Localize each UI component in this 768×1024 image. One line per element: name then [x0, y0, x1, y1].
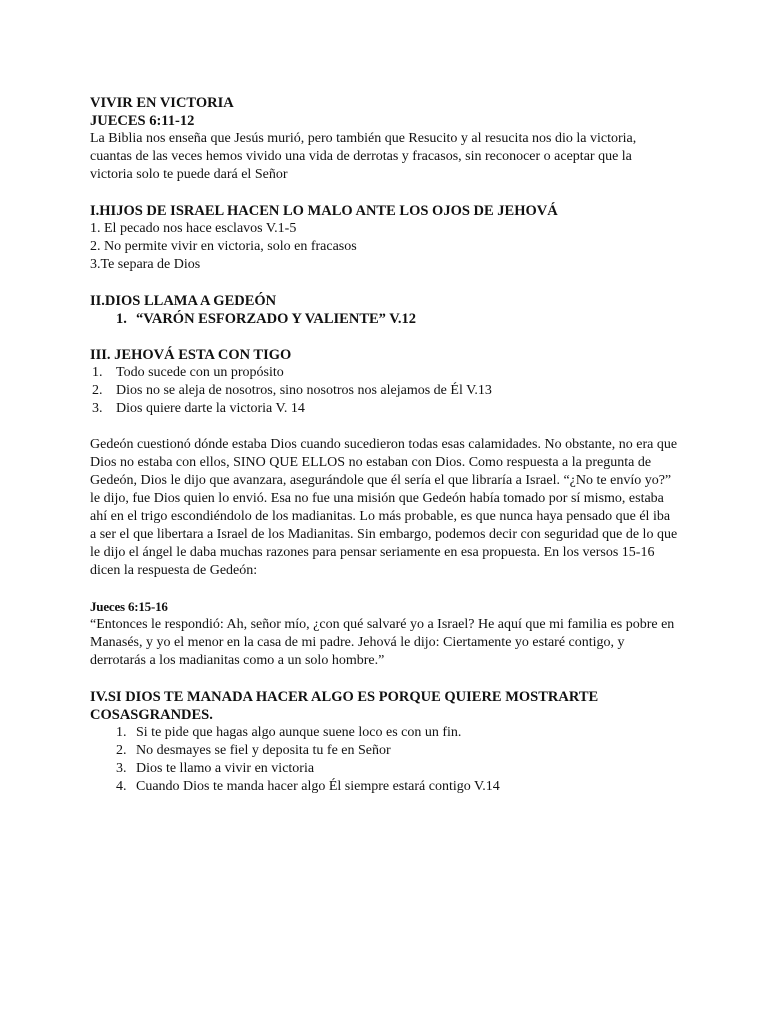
body-paragraph: Gedeón cuestionó dónde estaba Dios cuando sucedieron todas esas calamidades. No obstante, no era que Dios no estaba con ellos, SINO QUE ELLOS no estaban con Dios. Como respuesta a la pregunta de Gedeón, Dios le dijo que avanzara, asegurándole que él sería el que libraría a Israel. “¿No te envío yo?” le dijo, fue Dios quien lo envió. Esa no fue una misión que Gedeón había tomado por sí mismo, estaba ahí en el trigo escondiéndolo de los madianitas. Lo más probable, es que nunca haya pensado que él iba a ser el que libertara a Israel de los Madianitas. Sin embargo, podemos decir con seguridad que de lo que le dijo el ángel le daba muchas razones para pensar seriamente en esa propuesta. En los versos 15-16 dicen la respuesta de Gedeón:	[90, 437, 678, 578]
list-number: 2.	[116, 743, 127, 758]
list-text: No desmayes se fiel y deposita tu fe en Señor	[136, 743, 391, 758]
list-text: “VARÓN ESFORZADO Y VALIENTE” V.12	[136, 311, 417, 327]
document-title: VIVIR EN VICTORIA	[90, 95, 234, 111]
section-1-heading: I.HIJOS DE ISRAEL HACEN LO MALO ANTE LOS OJOS DE JEHOVÁ	[90, 203, 558, 219]
section-4-list	[90, 724, 690, 796]
spacer	[90, 418, 690, 436]
section-2-heading: II.DIOS LLAMA A GEDEÓN	[90, 293, 277, 309]
spacer	[90, 328, 690, 346]
list-item	[90, 382, 690, 400]
list-number: 4.	[116, 779, 127, 794]
list-number: 3.	[116, 761, 127, 776]
section-1-line: 2. No permite vivir en victoria, solo en fracasos	[90, 239, 357, 254]
list-number: 1.	[92, 365, 103, 380]
section-4-heading: IV.SI DIOS TE MANADA HACER ALGO ES PORQUE QUIERE MOSTRARTE COSASGRANDES.	[90, 689, 599, 723]
scripture-reference: JUECES 6:11-12	[90, 113, 195, 129]
list-number: 1.	[116, 311, 127, 327]
list-text: Todo sucede con un propósito	[116, 365, 284, 380]
list-number: 1.	[116, 725, 127, 740]
list-item	[90, 742, 690, 760]
list-text: Dios no se aleja de nosotros, sino nosotros nos alejamos de Él V.13	[116, 383, 492, 398]
list-item	[90, 310, 690, 328]
section-1-line: 1. El pecado nos hace esclavos V.1-5	[90, 221, 297, 236]
list-text: Dios quiere darte la victoria V. 14	[116, 401, 305, 416]
spacer	[90, 670, 690, 688]
spacer	[90, 184, 690, 202]
list-item	[90, 778, 690, 796]
list-text: Dios te llamo a vivir en victoria	[136, 761, 315, 776]
list-text: Si te pide que hagas algo aunque suene loco es con un fin.	[136, 725, 462, 740]
section-2-list	[90, 310, 690, 328]
section-3-list	[90, 364, 690, 418]
list-item	[90, 760, 690, 778]
quote-paragraph: “Entonces le respondió: Ah, señor mío, ¿con qué salvaré yo a Israel? He aquí que mi familia es pobre en Manasés, y yo el menor en la casa de mi padre. Jehová le dijo: Ciertamente yo estaré contigo, y derrotarás a los madianitas como a un solo hombre.”	[90, 617, 675, 668]
list-number: 2.	[92, 383, 103, 398]
list-text: Cuando Dios te manda hacer algo Él siempre estará contigo V.14	[136, 779, 500, 794]
intro-paragraph: La Biblia nos enseña que Jesús murió, pero también que Resucito y al resucita nos dio la victoria, cuantas de las veces hemos vivido una vida de derrotas y fracasos, sin reconocer o aceptar que la victoria solo te puede dará el Señor	[90, 131, 637, 182]
spacer	[90, 274, 690, 292]
list-item	[90, 364, 690, 382]
section-1-line: 3.Te separa de Dios	[90, 257, 201, 272]
list-item	[90, 724, 690, 742]
document-page	[90, 94, 690, 796]
list-number: 3.	[92, 401, 103, 416]
quote-reference: Jueces 6:15-16	[90, 599, 168, 614]
section-3-heading: III. JEHOVÁ ESTA CON TIGO	[90, 347, 292, 363]
spacer	[90, 580, 690, 598]
list-item	[90, 400, 690, 418]
